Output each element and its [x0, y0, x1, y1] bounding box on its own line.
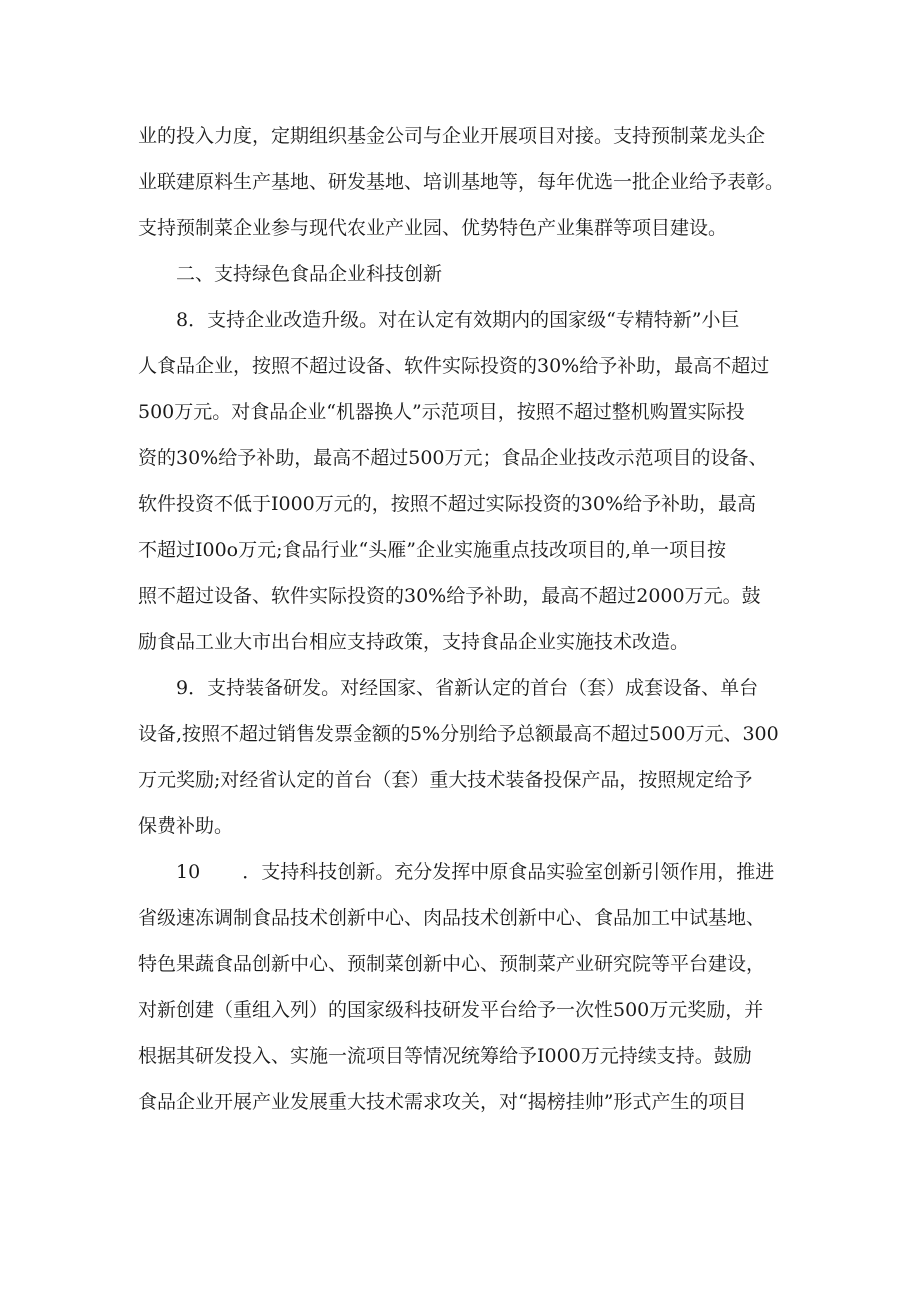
item-10-number: 10: [176, 861, 201, 883]
item-8-line-7: 照不超过设备、软件实际投资的30%给予补助，最高不超过2000万元。鼓: [138, 585, 761, 607]
item-10-line-2: 省级速冻调制食品技术创新中心、肉品技术创新中心、食品加工中试基地、: [138, 907, 766, 929]
item-8-line-8: 励食品工业大市出台相应支持政策，支持食品企业实施技术改造。: [138, 631, 690, 653]
paragraph-intro-line-3: 支持预制菜企业参与现代农业产业园、优势特色产业集群等项目建设。: [138, 217, 728, 239]
item-10-first-line-text: ．支持科技创新。充分发挥中原食品实验室创新引领作用，推进: [242, 861, 775, 883]
item-10-line-6: 食品企业开展产业发展重大技术需求攻关，对“揭榜挂帅”形式产生的项目: [138, 1091, 747, 1113]
item-8-line-4: 资的30%给予补助，最高不超过500万元；食品企业技改示范项目的设备、: [138, 447, 768, 469]
document-body: [138, 113, 798, 1125]
item-8-line-5: 软件投资不低于I000万元的，按照不超过实际投资的30%给予补助，最高: [138, 493, 757, 515]
item-8-line-6: 不超过I00o万元;食品行业“头雁”企业实施重点技改项目的,单一项目按: [138, 539, 726, 561]
item-10-line-1: [138, 849, 798, 895]
item-10-line-3: 特色果蔬食品创新中心、预制菜创新中心、预制菜产业研究院等平台建设，: [138, 953, 766, 975]
item-9-line-4: 保费补助。: [138, 815, 234, 837]
item-9-line-2: 设备,按照不超过销售发票金额的5%分别给予总额最高不超过500万元、300: [138, 723, 779, 745]
paragraph-intro-line-1: 业的投入力度，定期组织基金公司与企业开展项目对接。支持预制菜龙头企: [138, 125, 766, 147]
item-8-line-3: 500万元。对食品企业“机器换人”示范项目，按照不超过整机购置实际投: [138, 401, 745, 423]
item-9-line-1: 9．支持装备研发。对经国家、省新认定的首台（套）成套设备、单台: [176, 677, 759, 699]
item-9-line-3: 万元奖励;对经省认定的首台（套）重大技术装备投保产品，按照规定给予: [138, 769, 753, 791]
section-heading: 二、支持绿色食品企业科技创新: [176, 263, 443, 285]
item-10-line-4: 对新创建（重组入列）的国家级科技研发平台给予一次性500万元奖励，并: [138, 999, 764, 1021]
item-8-line-1: 8．支持企业改造升级。对在认定有效期内的国家级“专精特新”小巨: [176, 309, 740, 331]
item-10-line-5: 根据其研发投入、实施一流项目等情况统筹给予I000万元持续支持。鼓励: [138, 1045, 752, 1067]
item-8-line-2: 人食品企业，按照不超过设备、软件实际投资的30%给予补助，最高不超过: [138, 355, 770, 377]
paragraph-intro-line-2: 业联建原料生产基地、研发基地、培训基地等，每年优选一批企业给予表彰。: [138, 171, 785, 193]
